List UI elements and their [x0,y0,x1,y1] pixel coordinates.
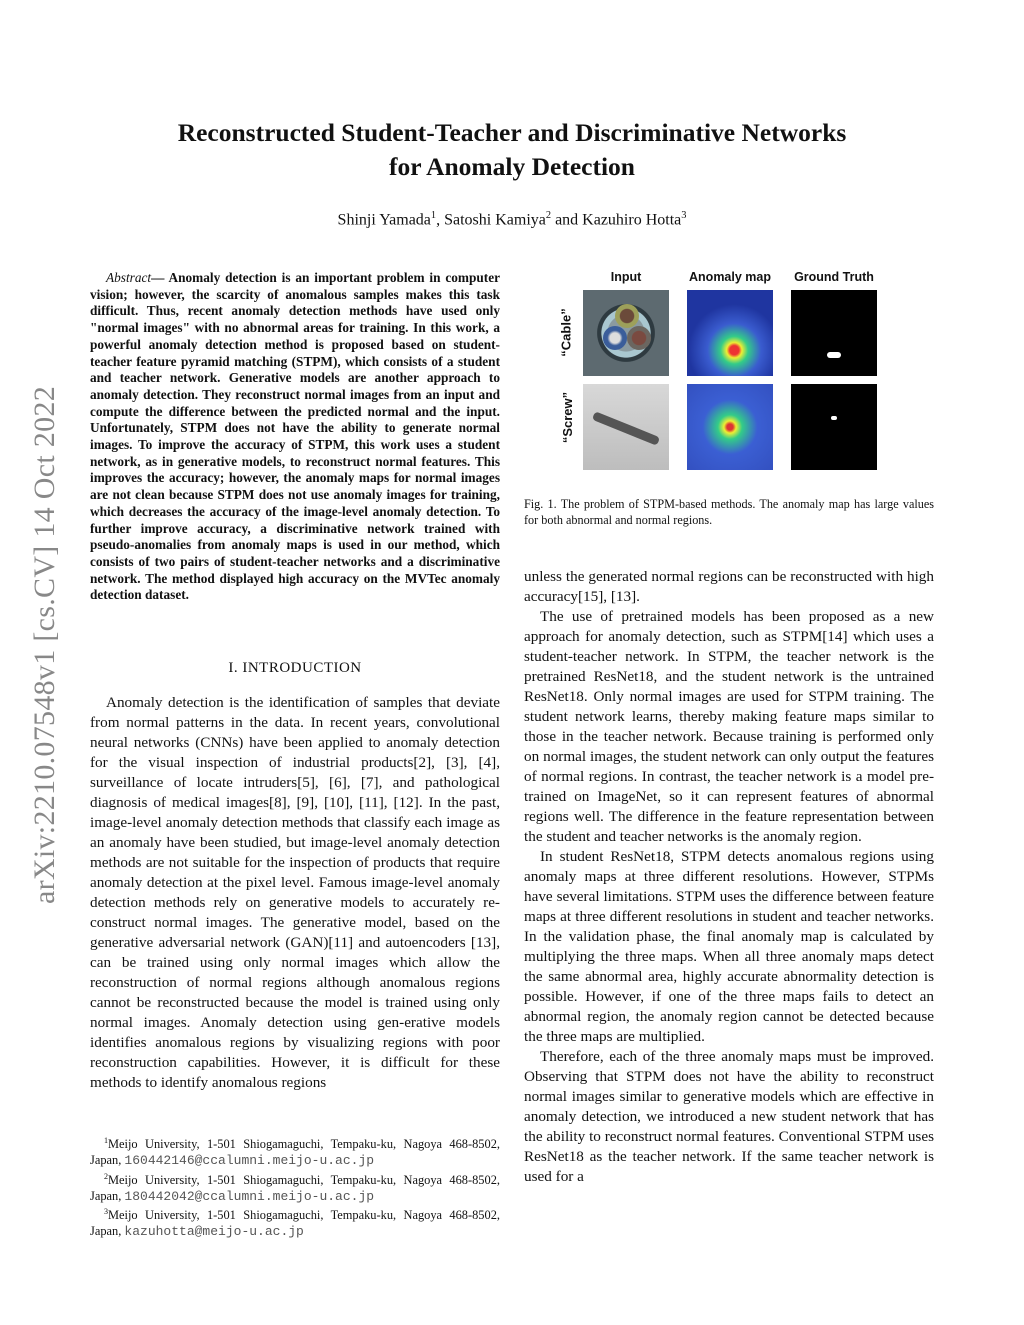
title-line-1: Reconstructed Student-Teacher and Discriminative Networks [177,118,847,147]
abstract [90,270,500,604]
paragraph: Therefore, each of the three anomaly maps must be improved. Observing that STPM does not have the ability to reconstruct normal images similar to generative models which are effective in anomaly detection, we introduced a new student network that has the ability to reconstruct normal features. Conventional STPM uses ResNet18 as the teacher network. If the same teacher network is used for a [524,1048,934,1185]
screw-ground-truth [791,384,877,470]
author-name: Shinji Yamada [337,211,431,229]
paragraph: Anomaly detection is the identification of samples that deviate from normal patterns in the data. In recent years, convolutional neural networks (CNNs) have been applied to anomaly detection for the visual inspection of industrial products[2], [3], [4], surveillance of locate intruders[5], [6], [7], and pathological diagnosis of medical images[8], [9], [10], [11], [12]. In the past, image-level anomaly detection methods that classify each image as an anomaly have been studied, but image-level anomaly detection methods are not suitable for the inspection of products that require anomaly detection at the pixel level. Famous image-level anomaly detection methods rely on generative models to accurately re-construct normal images. The generative model, based on the generative adversarial network (GAN)[11] and autoencoders [13], can be trained using only normal images which allow the reconstruction of normal regions although anomalous regions cannot be reconstructed because the model is trained using only normal images. Anomaly detection using gen-erative models identifies anomalous regions by visualizing regions with poor reconstruction capabilities. However, it is difficult for these methods to identify anomalous regions [90,694,500,1091]
screw-input-image [583,384,669,470]
footnote-text: Meijo University, 1-501 Shiogamaguchi, Tempaku-ku, Nagoya 468-8502, Japan, [90,1172,500,1203]
footnote-text: Meijo University, 1-501 Shiogamaguchi, Tempaku-ku, Nagoya 468-8502, Japan, [90,1137,500,1167]
affiliation-mark: 1 [430,210,437,221]
footnote-text: Meijo University, 1-501 Shiogamaguchi, Tempaku-ku, Nagoya 468-8502, Japan, [90,1208,500,1239]
separator: , [436,211,445,229]
email-link[interactable]: 180442042@ccalumni.meijo-u.ac.jp [124,1188,375,1204]
arxiv-identifier: arXiv:2210.07548v1 [cs.CV] 14 Oct 2022 [28,385,61,905]
column-header: Input [610,270,642,284]
row-label: “Cable” [558,308,574,357]
column-header: Ground Truth [794,270,874,284]
author-list [100,210,924,229]
footnote [90,1133,500,1169]
paper-title [100,116,924,184]
footnote-mark: 1 [104,1136,109,1145]
email-link[interactable]: kazuhotta@meijo-u.ac.jp [124,1224,304,1240]
author-name: Kazuhiro Hotta [582,211,682,229]
cable-anomaly-map [687,290,773,376]
author-name: Satoshi Kamiya [444,211,546,229]
screw-anomaly-map [687,384,773,470]
abstract-text: Anomaly detection is an important problem in computer vision; however, the scarcity of anomalous samples makes this task difficult. Thus, recent anomaly detection methods have used only "normal images" with no abnormal areas for training. In this work, a powerful anomaly detection method is proposed based on student-teacher feature pyramid matching (STPM), which consists of a student and teacher network. Generative models are another approach to anomaly detection. They reconstruct normal images from an input and compute the difference between the predicted normal and the input. Unfortunately, STPM does not have the ability to generate normal images. To improve the accuracy of STPM, this work uses a student network, as in generative models, to reconstruct normal features. This improves the accuracy; however, the anomaly maps for normal images are not clean because STPM does not use anomaly images for training, which decreases the accuracy of the image-level anomaly detection. To further improve accuracy, a discriminative network trained with pseudo-anomalies from anomaly maps is used in our method, which consists of two pairs of student-teacher networks and a discriminative network. The method displayed high accuracy on the MVTec anomaly detection dataset. [90,270,501,603]
separator: and [551,211,583,229]
footnotes [90,1133,500,1240]
paragraph: The use of pretrained models has been proposed as a new approach for anomaly detection, such as STPM[14] which uses a student-teacher network. In STPM, the teacher network is the pretrained ResNet18, and the student network is the untrained ResNet18. Only normal images are used for STPM training. The student network learns, thereby making feature maps similar to those in the teacher network. Because training is performed only on normal images, the student network can only output the features of normal regions. In contrast, the teacher network is a model pre-trained on ImageNet, so it can represent features of abnormal regions well. The difference in the feature representation between the student and teacher networks is the anomaly region. [524,608,934,845]
section-heading: I. INTRODUCTION [228,660,362,676]
figure-1 [540,262,900,477]
cable-input-image [583,290,669,376]
affiliation-mark: 2 [545,210,552,221]
abstract-dash: — [151,270,169,285]
footnote [90,1169,500,1205]
footnote-mark: 2 [104,1171,109,1181]
cable-ground-truth [791,290,877,376]
figure-caption: Fig. 1. The problem of STPM-based methods. The anomaly map has large values for both abnormal and normal regions. [524,497,934,527]
paragraph: unless the generated normal regions can be reconstructed with high accuracy[15], [13]. [524,568,934,605]
right-column [524,567,934,1187]
title-line-2: for Anomaly Detection [389,152,635,181]
row-label: “Screw” [560,391,576,444]
paragraph: In student ResNet18, STPM detects anomalous regions using anomaly maps at three different resolutions. However, STPMs have several limitations. STPM uses the difference between feature maps at three different resolutions in student and teacher networks. In the validation phase, the final anomaly map is calculated by multiplying the three maps. When all three anomaly maps detect the same abnormal area, highly accurate abnormality detection is possible. However, if one of the three maps fails to detect an abnormal region, the anomaly region cannot be detected because the three maps are multiplied. [524,848,934,1045]
footnote-mark: 3 [104,1207,109,1217]
email-link[interactable]: 160442146@ccalumni.meijo-u.ac.jp [124,1152,375,1168]
footnote [90,1204,500,1240]
abstract-label: Abstract [106,270,152,285]
intro-column [90,693,500,1093]
column-header: Anomaly map [689,270,771,284]
affiliation-mark: 3 [681,210,687,221]
